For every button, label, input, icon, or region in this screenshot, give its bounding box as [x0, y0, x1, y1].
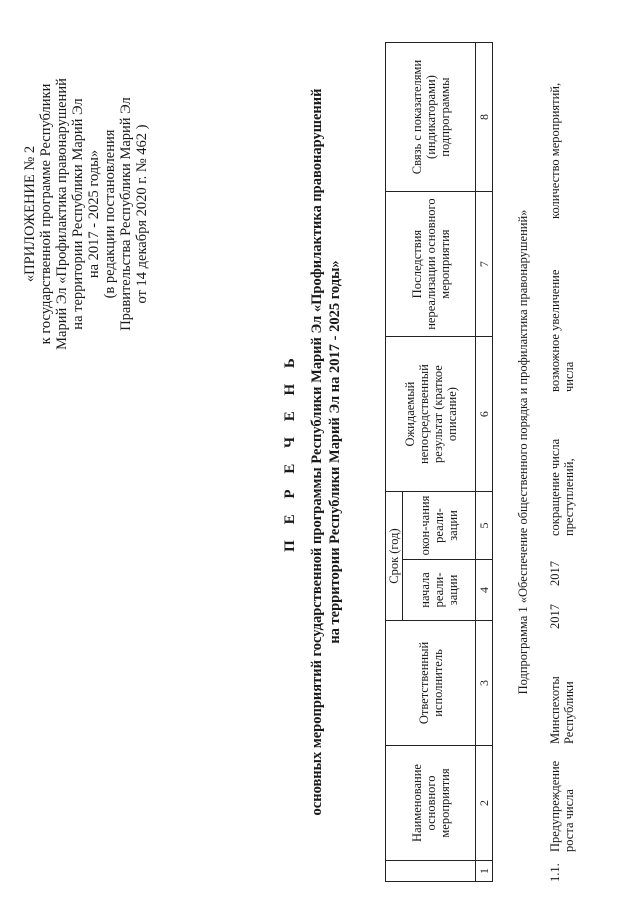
row-executor: Минспехоты Республики [548, 676, 576, 744]
title-line: на территории Республики Марий Эл на 2017 - 2025 годы» [327, 260, 343, 644]
subprogram-heading: Подпрограмма 1 «Обеспечение общественного порядка и профилактика правонарушений» [516, 209, 530, 695]
header-cell-result: Ожидаемый непосредственный результат (краткое описание) [386, 337, 476, 492]
row-consequence: возможное увеличение числа [548, 269, 576, 392]
document-heading: П Е Р Е Ч Е Н Ь [282, 352, 298, 552]
column-number: 5 [476, 492, 493, 560]
appendix-line: к государственной программе Республики [38, 83, 54, 345]
appendix-line: Правительства Республики Марий Эл [118, 97, 134, 331]
row-link: количество мероприятий, [548, 82, 562, 219]
measures-table [385, 42, 493, 882]
appendix-line: Марий Эл «Профилактика правонарушений [54, 78, 70, 350]
header-cell-consequences: Последствия нереализации основного мероприятия [386, 192, 476, 337]
table-header-row [386, 43, 403, 882]
column-number: 7 [476, 192, 493, 337]
header-cell-term: Срок (год) [386, 492, 403, 621]
header-cell-name: Наименование основного мероприятия [386, 746, 476, 861]
column-number: 8 [476, 43, 493, 192]
header-cell-link: Связь с показателями (индикаторами) подпрограммы [386, 43, 476, 192]
column-number: 6 [476, 337, 493, 492]
row-name: Предупреждение роста числа [548, 760, 576, 852]
header-cell-end: окон-чания реали-зации [403, 492, 476, 560]
column-number: 3 [476, 621, 493, 746]
column-number: 1 [476, 861, 493, 882]
table-number-row [476, 43, 493, 882]
appendix-line: «ПРИЛОЖЕНИЕ № 2 [22, 145, 38, 283]
header-cell-start: начала реали-зации [403, 559, 476, 620]
appendix-line: на территории Республики Марий Эл [70, 98, 86, 330]
column-number: 2 [476, 746, 493, 861]
row-start: 2017 [548, 604, 562, 629]
header-cell-num [386, 861, 476, 882]
appendix-line: (в редакции постановления [102, 129, 118, 299]
appendix-block [22, 64, 150, 364]
row-result: сокращение числа преступлений, [548, 438, 576, 536]
row-number: 1.1. [548, 863, 562, 882]
title-line: основных мероприятий государственной программы Республики Марий Эл «Профилактика правонарушений [309, 88, 325, 816]
row-end: 2017 [548, 561, 562, 586]
document-title [308, 0, 344, 904]
appendix-line: от 14 декабря 2020 г. № 462 ) [134, 124, 150, 304]
header-cell-executor: Ответственный исполнитель [386, 621, 476, 746]
column-number: 4 [476, 559, 493, 620]
appendix-line: на 2017 - 2025 годы» [86, 149, 102, 279]
